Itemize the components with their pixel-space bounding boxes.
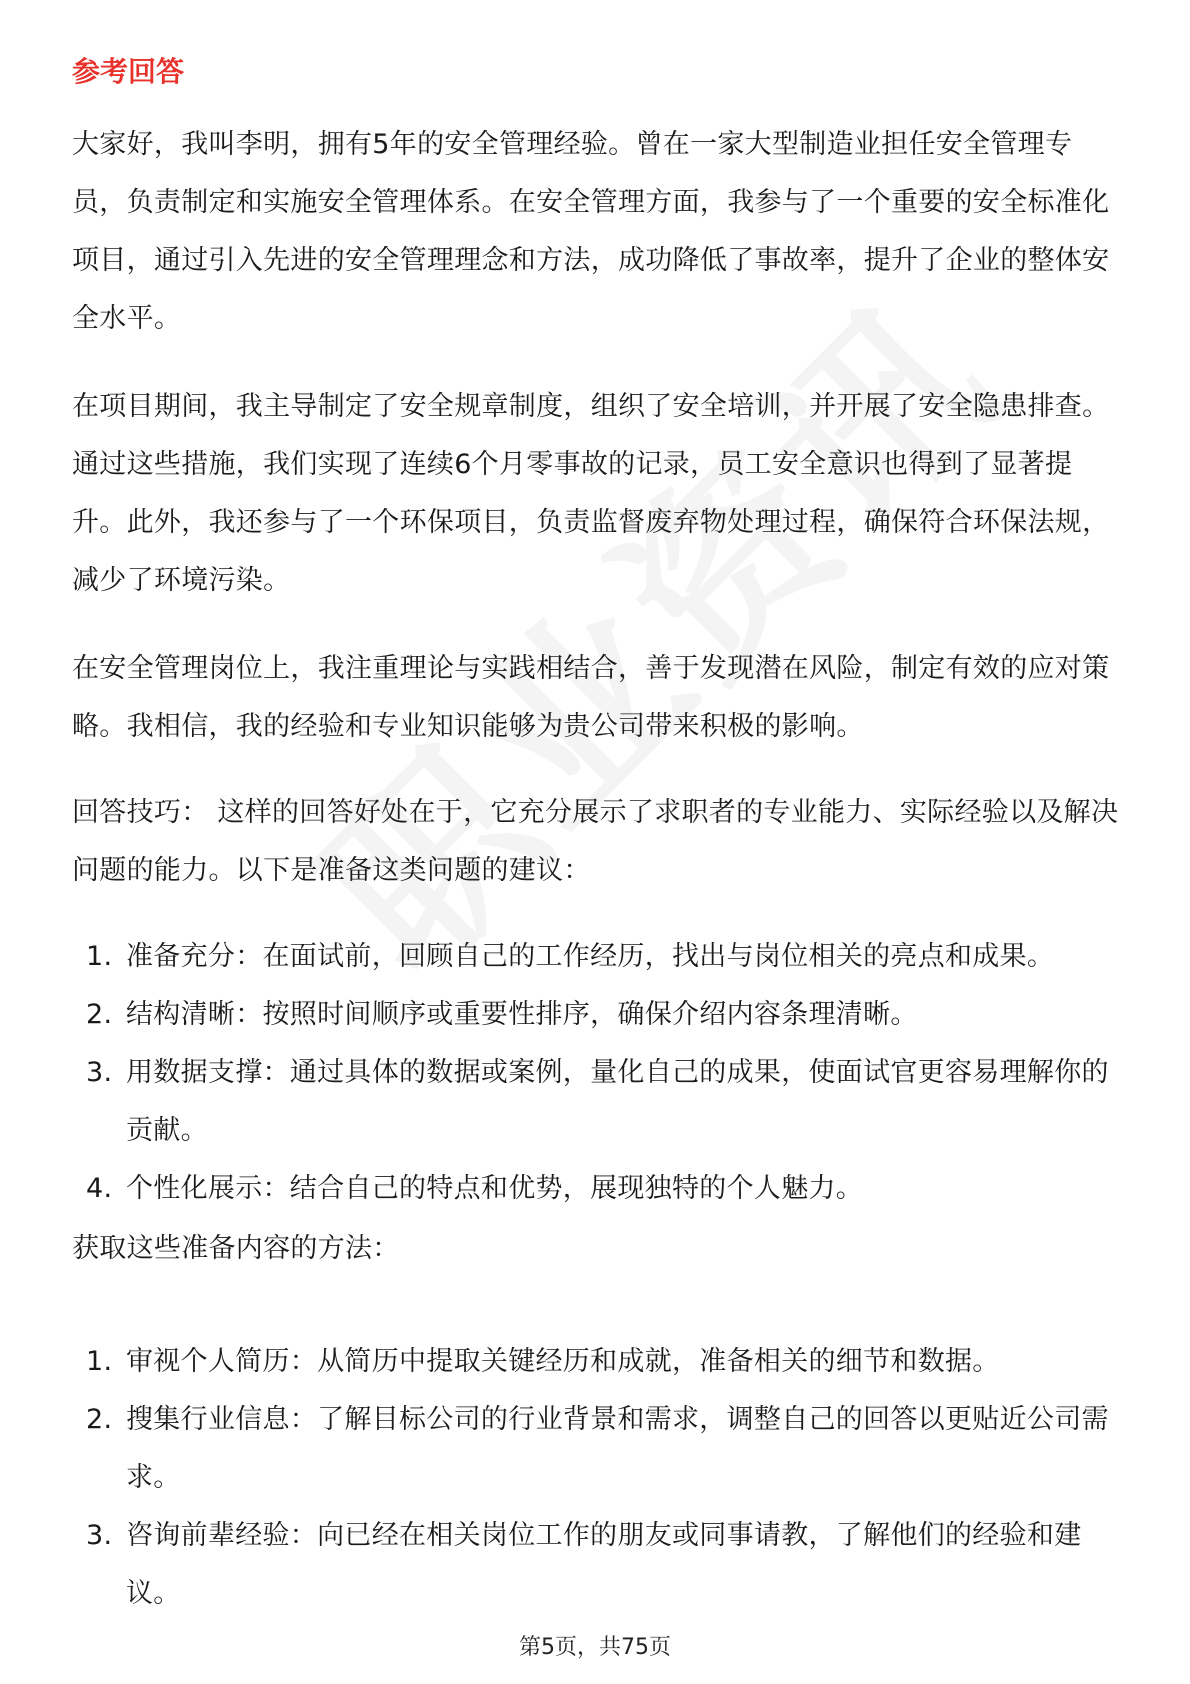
list-item-number: 2. [86,999,113,1030]
list-item-number: 2. [86,1404,113,1435]
list-item-text: 结构清晰：按照时间顺序或重要性排序，确保介绍内容条理清晰。 [126,999,918,1030]
list-item [72,928,1124,986]
list-item-text: 咨询前辈经验：向已经在相关岗位工作的朋友或同事请教，了解他们的经验和建议。 [126,1520,1082,1609]
list-item-number: 4. [86,1173,113,1204]
list-item [72,1160,1124,1218]
methods-intro-paragraph: 获取这些准备内容的方法： [72,1233,400,1264]
position-paragraph: 在安全管理岗位上，我注重理论与实践相结合，善于发现潜在风险，制定有效的应对策略。我相信，我的经验和专业知识能够为贵公司带来积极的影响。 [72,653,1110,742]
section-title: 参考回答 [72,55,185,88]
list-item [72,1333,1124,1391]
list-item-text: 准备充分：在面试前，回顾自己的工作经历，找出与岗位相关的亮点和成果。 [126,941,1055,972]
page-number-footer: 第5页，共75页 [519,1635,671,1660]
list-item-text: 审视个人简历：从简历中提取关键经历和成就，准备相关的细节和数据。 [126,1346,1000,1377]
list-item-number: 3. [86,1057,113,1088]
list-item [72,1044,1124,1160]
list-item [72,1507,1124,1623]
tips-list [72,928,1124,1218]
project-paragraph: 在项目期间，我主导制定了安全规章制度，组织了安全培训，并开展了安全隐患排查。通过这些措施，我们实现了连续6个月零事故的记录，员工安全意识也得到了显著提升。此外，我还参与了一个环保项目，负责监督废弃物处理过程，确保符合环保法规，减少了环境污染。 [72,391,1110,596]
list-item-text: 搜集行业信息：了解目标公司的行业背景和需求，调整自己的回答以更贴近公司需求。 [126,1404,1109,1493]
list-item-text: 个性化展示：结合自己的特点和优势，展现独特的个人魅力。 [126,1173,864,1204]
list-item [72,986,1124,1044]
list-item-number: 3. [86,1520,113,1551]
list-item-number: 1. [86,941,113,972]
methods-list [72,1333,1124,1623]
list-item-text: 用数据支撑：通过具体的数据或案例，量化自己的成果，使面试官更容易理解你的贡献。 [126,1057,1109,1146]
tips-paragraph: 回答技巧： 这样的回答好处在于，它充分展示了求职者的专业能力、实际经验以及解决问题的能力。以下是准备这类问题的建议： [72,797,1119,886]
list-item [72,1391,1124,1507]
intro-paragraph: 大家好，我叫李明，拥有5年的安全管理经验。曾在一家大型制造业担任安全管理专员，负责制定和实施安全管理体系。在安全管理方面，我参与了一个重要的安全标准化项目，通过引入先进的安全管理理念和方法，成功降低了事故率，提升了企业的整体安全水平。 [72,129,1110,334]
list-item-number: 1. [86,1346,113,1377]
